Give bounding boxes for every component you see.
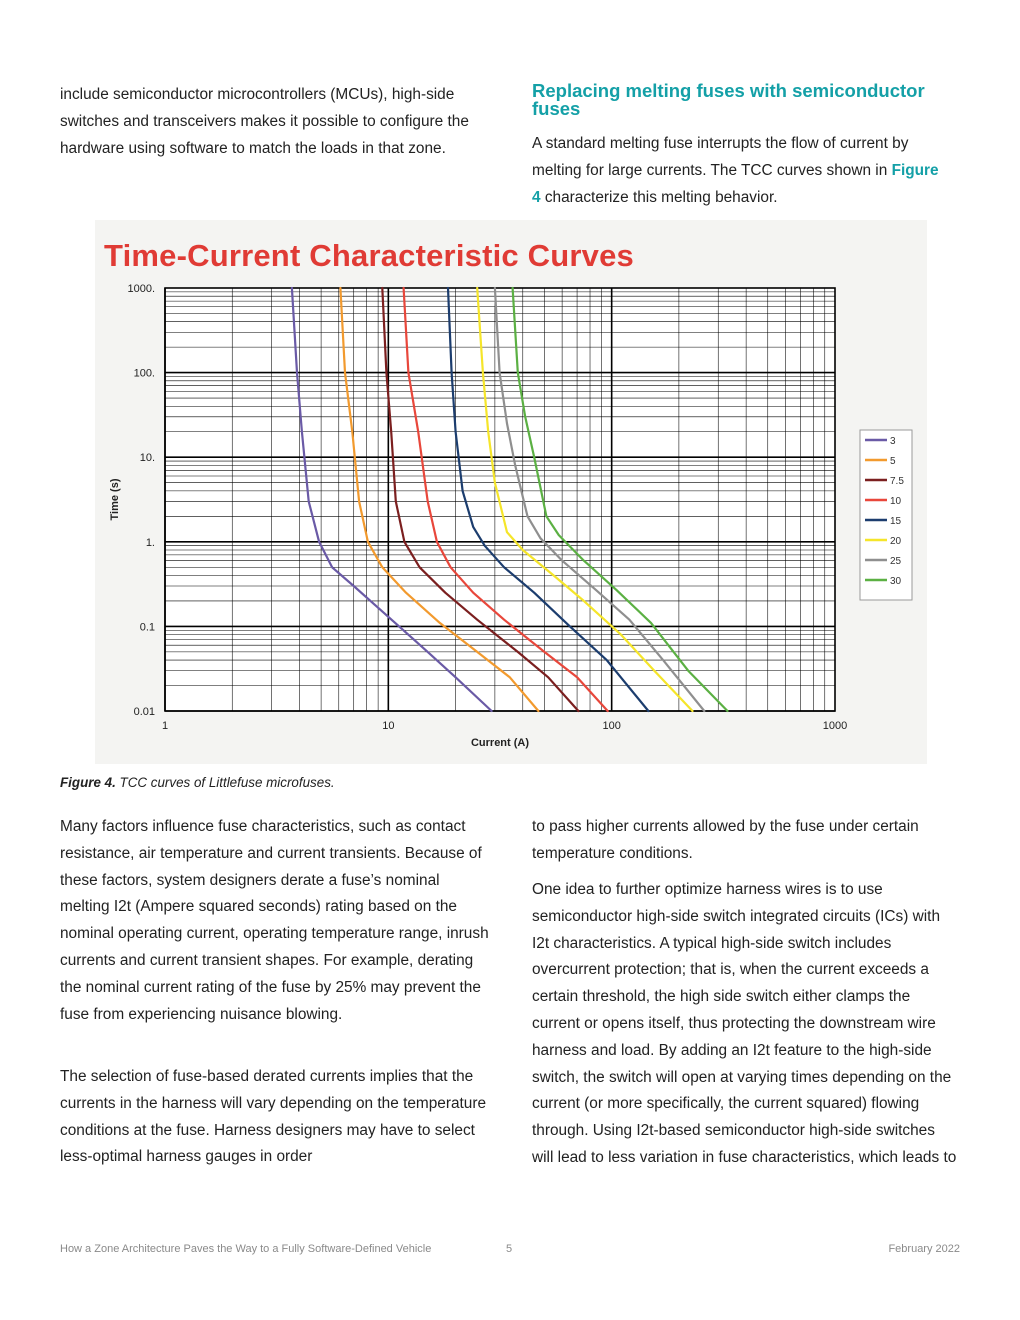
footer-title: How a Zone Architecture Paves the Way to a Fully Software-Defined Vehicle — [60, 1243, 432, 1255]
section-intro-paragraph — [532, 131, 947, 211]
body-paragraph: to pass higher currents allowed by the fuse under certain temperature conditions. — [532, 818, 919, 862]
footer-page-number: 5 — [506, 1243, 513, 1255]
y-tick-label: 1. — [145, 536, 155, 549]
legend-label-30: 30 — [890, 576, 902, 587]
y-tick-label: 10. — [139, 452, 155, 465]
legend-label-25: 25 — [890, 556, 902, 567]
figure-caption-text: TCC curves of Littlefuse microfuses. — [119, 775, 335, 790]
tcc-chart — [95, 280, 927, 764]
section-intro-text-end: characterize this melting behavior. — [544, 188, 778, 206]
y-tick-label: 0.01 — [133, 706, 155, 718]
legend-box — [860, 430, 912, 600]
body-paragraph: One idea to further optimize harness wires is to use semiconductor high-side switch integrated circuits (ICs) with I2t characteristics. A typical high-side switch includes overcurrent protection; that is, when the current exceeds a certain threshold, the high side switch either clamps the current or opens itself, thus protecting the downstream wire harness and load. By adding an I2t feature to the high-side switch, the switch will open at varying times depending on the current (or more specifically, the current squared) flowing through. Using I2t-based semiconductor high-side switches will lead to less variation in fuse characteristics, which leads to — [532, 881, 957, 1166]
legend-label-5: 5 — [890, 456, 896, 467]
x-tick-label: 100 — [602, 720, 621, 732]
section-intro-text: A standard melting fuse interrupts the flow of current by melting for large currents. The TCC curves shown in — [532, 135, 909, 179]
body-paragraph: The selection of fuse-based derated currents implies that the currents in the harness will vary depending on the temperature conditions at the fuse. Harness designers may have to select less-optimal harness gauges in order — [60, 1068, 487, 1166]
x-tick-label: 10 — [382, 720, 395, 732]
legend-label-10: 10 — [890, 496, 902, 507]
y-axis-label: Time (s) — [109, 478, 121, 521]
body-paragraph: Many factors influence fuse characteristics, such as contact resistance, air temperature and current transients. Because of these factors, system designers derate a fuse’s nominal melting I2t (Ampere squared seconds) rating based on the nominal operating current, operating temperature range, inrush currents and current transient shapes. For example, derating the nominal current rating of the fuse by 25% may prevent the fuse from experiencing nuisance blowing. — [60, 818, 489, 1023]
figure-caption — [60, 775, 335, 790]
footer-date: February 2022 — [888, 1243, 960, 1255]
legend-label-20: 20 — [890, 536, 902, 547]
y-tick-label: 0.1 — [139, 621, 155, 634]
x-tick-label: 1000 — [822, 720, 848, 732]
legend-label-7.5: 7.5 — [890, 476, 904, 487]
legend-label-15: 15 — [890, 516, 902, 527]
intro-paragraph: include semiconductor microcontrollers (MCUs), high-side switches and transceivers makes it possible to configure the hardware using software to match the loads in that zone. — [60, 86, 469, 157]
x-axis-label: Current (A) — [470, 737, 530, 749]
figure-4-link[interactable]: Figure 4 — [532, 161, 939, 206]
figure-caption-label: Figure 4. — [60, 775, 116, 790]
x-tick-label: 1 — [161, 720, 169, 732]
chart-title: Time-Current Characteristic Curves — [104, 238, 634, 273]
section-heading: Replacing melting fuses with semiconductor fuses — [532, 80, 925, 119]
y-tick-label: 1000. — [127, 283, 155, 295]
legend-label-3: 3 — [890, 436, 896, 447]
y-tick-label: 100. — [133, 367, 155, 380]
